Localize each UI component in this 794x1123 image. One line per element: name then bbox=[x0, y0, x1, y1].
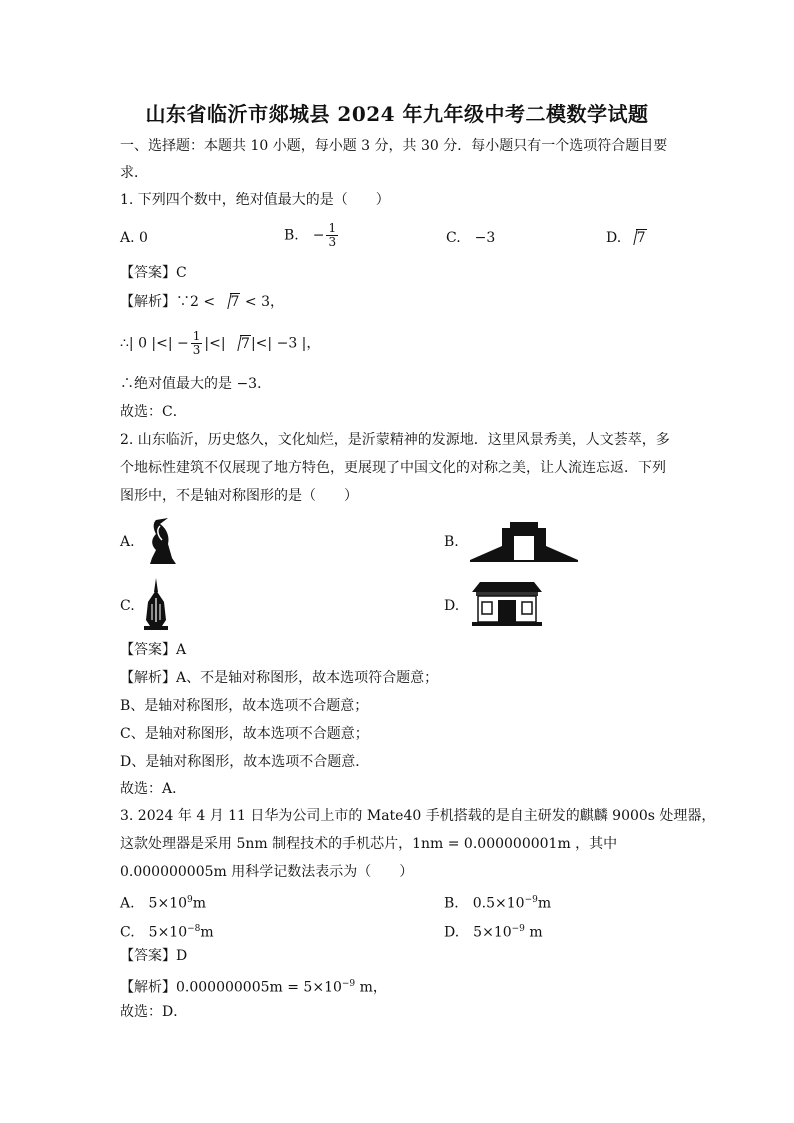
q3-option-a-unit: m bbox=[192, 895, 207, 912]
q1-option-b-fraction bbox=[326, 222, 338, 249]
q2-analysis-1: 【解析】A、不是轴对称图形，故本选项符合题意； bbox=[120, 670, 439, 686]
q1-option-d bbox=[606, 228, 647, 248]
q2-stem-line3: 图形中，不是轴对称图形的是（ ） bbox=[120, 488, 358, 504]
section-heading-line1: 一、选择题：本题共 10 小题，每小题 3 分，共 30 分．每小题只有一个选项符合题目要 bbox=[120, 138, 668, 154]
q3-analysis-text: 【解析】0.000000005m = 5×10 bbox=[120, 979, 342, 996]
q1-option-b-prefix: B. − bbox=[284, 227, 325, 244]
q3-option-d-unit: m bbox=[524, 924, 543, 941]
q3-choose: 故选：D． bbox=[120, 1004, 188, 1020]
q3-stem-line3: 0.000000005m 用科学记数法表示为（ ） bbox=[120, 864, 414, 880]
q3-analysis-unit: m， bbox=[355, 979, 387, 996]
q2-label-d: D. bbox=[444, 598, 460, 614]
q2-choose: 故选：A． bbox=[120, 781, 187, 797]
q1-option-a: A. 0 bbox=[120, 230, 148, 246]
q1-step2-b: |<| bbox=[204, 335, 226, 352]
sqrt-symbol bbox=[220, 292, 241, 312]
fraction-denominator: 3 bbox=[328, 235, 337, 249]
q3-option-c bbox=[120, 919, 214, 943]
radicand: 7 bbox=[636, 230, 646, 246]
q2-analysis-3: C、是轴对称图形，故本选项不合题意； bbox=[120, 726, 369, 742]
section-heading-line2: 求． bbox=[120, 165, 148, 181]
radicand: 7 bbox=[230, 294, 240, 310]
q3-option-c-exponent: −8 bbox=[187, 924, 201, 934]
q3-option-b-base: B. 0.5×10 bbox=[444, 895, 525, 912]
q1-step2-c: |<| −3 |， bbox=[250, 335, 321, 352]
q3-option-c-base: C. 5×10 bbox=[120, 924, 188, 941]
q3-option-b-exponent: −9 bbox=[524, 895, 538, 905]
q2-stem-line1: 2. 山东临沂，历史悠久，文化灿烂，是沂蒙精神的发源地．这里风景秀美，人文荟萃，多 bbox=[120, 432, 670, 448]
fraction-numerator: 1 bbox=[192, 329, 201, 343]
landmark-gate-figure bbox=[470, 518, 578, 562]
landmark-monument-figure bbox=[140, 578, 172, 632]
q3-option-c-unit: m bbox=[200, 924, 214, 941]
q3-analysis bbox=[120, 974, 387, 998]
landmark-sculpture-figure bbox=[142, 514, 184, 566]
q1-option-b bbox=[284, 222, 340, 249]
q2-analysis-2: B、是轴对称图形，故本选项不合题意； bbox=[120, 698, 369, 714]
q1-analysis bbox=[120, 292, 284, 312]
fraction-numerator: 1 bbox=[328, 221, 337, 235]
q2-stem-line2: 个地标性建筑不仅展现了地方特色，更展现了中国文化的对称之美，让人流连忘返．下列 bbox=[120, 460, 666, 476]
q3-option-b bbox=[444, 890, 551, 914]
radicand: 7 bbox=[241, 335, 250, 352]
q2-answer: 【答案】A bbox=[120, 642, 187, 658]
q1-step2-a: ∴| 0 |<| − bbox=[120, 335, 189, 352]
q1-analysis-prefix: 【解析】∵2 < bbox=[120, 294, 216, 310]
q3-option-a bbox=[120, 890, 206, 914]
q3-option-d bbox=[444, 919, 543, 943]
q3-answer: 【答案】D bbox=[120, 948, 188, 964]
q3-stem-line2: 这款处理器是采用 5nm 制程技术的手机芯片，1nm = 0.000000001m ，其中 bbox=[120, 836, 618, 852]
fraction-denominator: 3 bbox=[192, 343, 201, 357]
q1-answer: 【答案】C bbox=[120, 265, 187, 281]
q3-option-d-base: D. 5×10 bbox=[444, 924, 512, 941]
q1-option-c: C. −3 bbox=[446, 230, 496, 246]
q2-label-a: A. bbox=[120, 534, 135, 550]
q3-option-b-unit: m bbox=[537, 895, 552, 912]
q1-option-d-prefix: D. bbox=[606, 230, 622, 246]
q1-stem: 1. 下列四个数中，绝对值最大的是（ ） bbox=[120, 192, 390, 208]
q3-option-a-base: A. 5×10 bbox=[120, 895, 188, 912]
q3-option-a-exponent: 9 bbox=[187, 895, 193, 905]
q2-label-c: C. bbox=[120, 598, 135, 614]
q1-step2 bbox=[120, 330, 320, 357]
q3-option-d-exponent: −9 bbox=[511, 924, 525, 934]
sqrt-symbol bbox=[626, 228, 647, 248]
landmark-hall-figure bbox=[470, 580, 544, 628]
q2-analysis-4: D、是轴对称图形，故本选项不合题意． bbox=[120, 754, 370, 770]
q2-label-b: B. bbox=[444, 534, 459, 550]
q1-step3: ∴绝对值最大的是 −3． bbox=[120, 376, 272, 392]
q1-step2-fraction bbox=[191, 330, 203, 357]
page-title: 山东省临沂市郯城县 2024 年九年级中考二模数学试题 bbox=[145, 102, 649, 126]
sqrt-symbol bbox=[230, 334, 251, 354]
q3-analysis-exponent: −9 bbox=[341, 979, 356, 989]
q3-stem-line1: 3. 2024 年 4 月 11 日华为公司上市的 Mate40 手机搭载的是自主研发的麒麟 9000s 处理器， bbox=[120, 808, 716, 824]
q1-analysis-suffix: < 3， bbox=[244, 294, 285, 310]
q1-choose: 故选：C． bbox=[120, 404, 187, 420]
